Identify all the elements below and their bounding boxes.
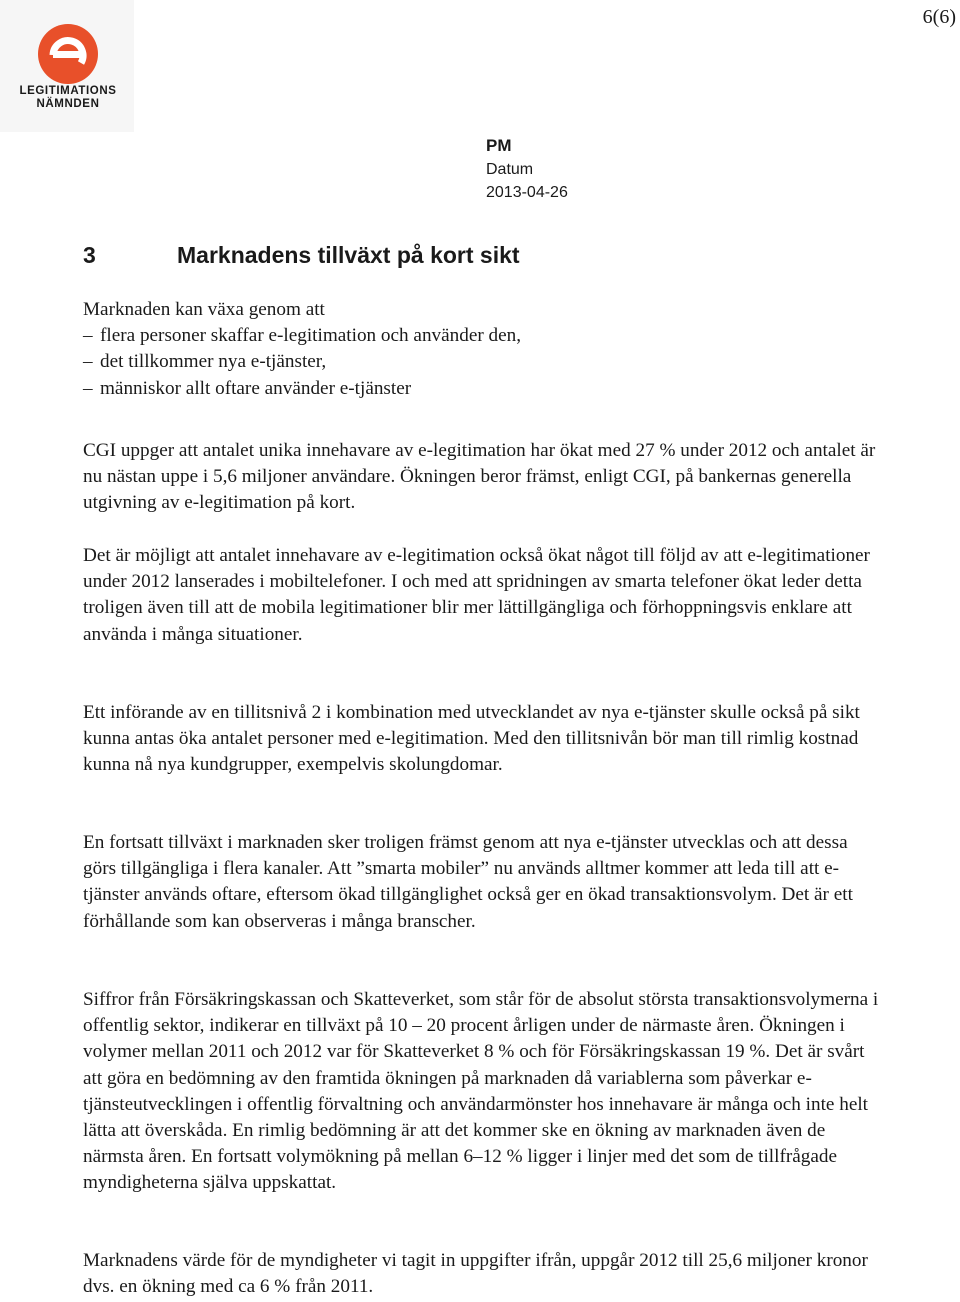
dash-bullet: –	[83, 377, 93, 399]
paragraph-figures: Siffror från Försäkringskassan och Skatteverket, som står för de absolut största transaktionsvolymerna i offentlig sektor, indikerar en tillväxt på 10 – 20 procent årligen under de närmaste åren. Ökningen i volymer mellan 2011 och 2012 var för Skatteverket 8 % och för Försäkringskassan 19 %. Det är svårt att göra en bedömning av den framtida ökningen på marknaden då variablerna som påverkar e-tjänsteutvecklingen i offentlig förvaltning och användarmönster hos innehavare är många och inte helt lätta att överskåda. En rimlig bedömning är att det kommer ske en ökning av marknaden även de närmsta åren. En fortsatt volymökning på mellan 6–12 % ligger i linjer med det som de tillfrågade myndigheterna själva uppskattat.	[83, 989, 879, 1194]
paragraph-trust-level: Ett införande av en tillitsnivå 2 i kombination med utvecklandet av nya e-tjänster skulle också på sikt kunna antas öka antalet personer med e-legitimation. Med den tillitsnivån bör man till rimlig kostnad kunna nå nya kundgrupper, exempelvis skolungdomar.	[83, 702, 860, 776]
logo-text-line2: NÄMNDEN	[36, 98, 100, 110]
list-item	[83, 323, 883, 349]
section-heading	[83, 239, 903, 271]
list-item-text: människor allt oftare använder e-tjänster	[100, 377, 412, 399]
logo-text-line1: LEGITIMATIONS	[19, 85, 117, 97]
dash-bullet: –	[83, 325, 93, 347]
paragraph-cgi: CGI uppger att antalet unika innehavare av e-legitimation har ökat med 27 % under 2012 och antalet är nu nästan uppe i 5,6 miljoner användare. Ökningen beror främst, enligt CGI, på bankernas generella utgivning av e-legitimation på kort.	[83, 440, 876, 514]
paragraph-market-value: Marknadens värde för de myndigheter vi tagit in uppgifter ifrån, uppgår 2012 till 25,6 miljoner kronor dvs. en ökning med ca 6 % från 2011.	[83, 1250, 868, 1298]
date-label: Datum	[486, 161, 534, 178]
document-date: 2013-04-26	[486, 184, 568, 201]
list-item-text: det tillkommer nya e-tjänster,	[100, 351, 327, 373]
paragraph-growth: En fortsatt tillväxt i marknaden sker troligen främst genom att nya e-tjänster utvecklas och att dessa görs tillgängliga i flera kanaler. Att ”smarta mobiler” nu används alltmer kommer att leda till att e-tjänster används oftare, eftersom ökad tillgänglighet också ger en ökad transaktionsvolym. Det är ett förhållande som kan observeras i många branscher.	[83, 832, 853, 932]
dash-bullet: –	[83, 351, 93, 373]
intro-block	[83, 297, 883, 402]
e-logo-icon	[36, 22, 100, 86]
list-item	[83, 376, 883, 402]
document-meta	[486, 134, 568, 204]
list-item	[83, 349, 883, 375]
intro-lead: Marknaden kan växa genom att	[83, 299, 325, 320]
section-title: Marknadens tillväxt på kort sikt	[177, 242, 520, 268]
paragraph-mobile: Det är möjligt att antalet innehavare av e-legitimation också ökat något till följd av att e-legitimationer under 2012 lanserades i mobiltelefoner. I och med att spridningen av smarta telefoner ökat leder detta troligen även till att de mobila legitimationer blir mer lättillgängliga och förhoppningsvis enklare att använda i många situationer.	[83, 545, 870, 645]
page-number: 6(6)	[922, 6, 956, 28]
section-number: 3	[83, 242, 96, 268]
document-type: PM	[486, 136, 512, 155]
list-item-text: flera personer skaffar e-legitimation och använder den,	[100, 325, 522, 347]
logo	[0, 0, 134, 132]
